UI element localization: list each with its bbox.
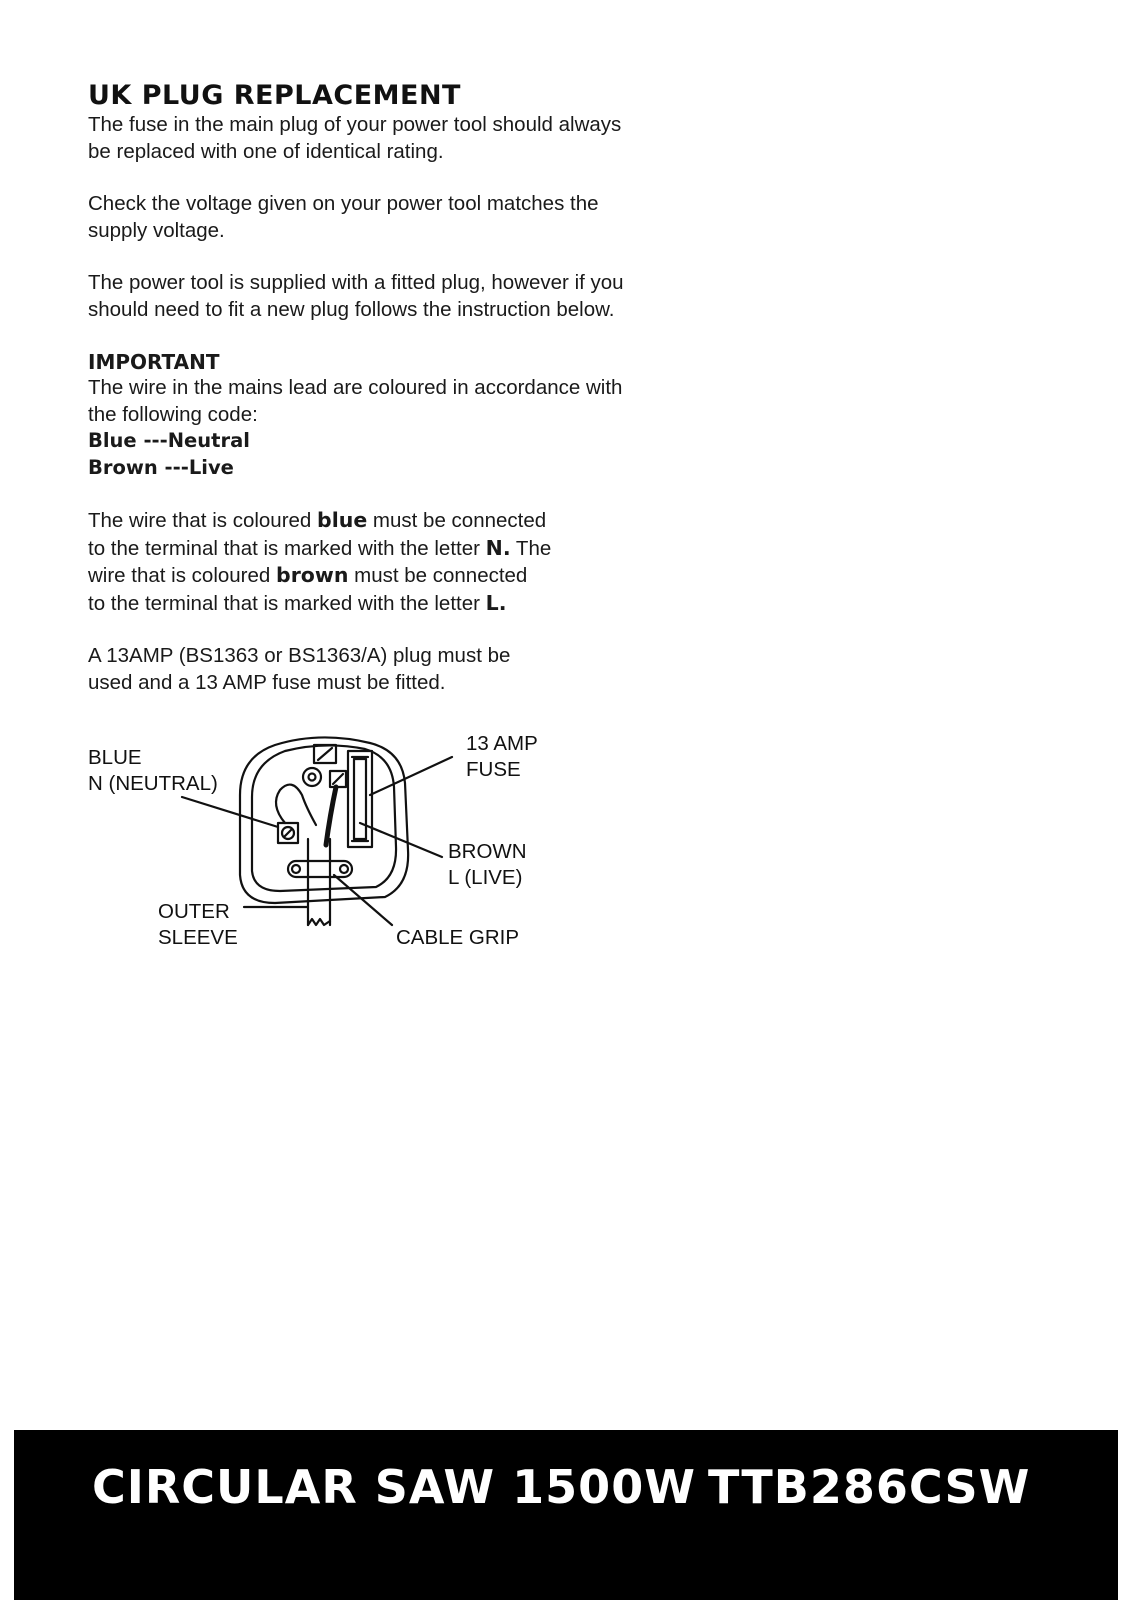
footer-banner — [14, 1430, 1118, 1600]
wiring-paragraph: The wire that is coloured blue must be connected to the terminal that is marked with the letter N. The wire that is coloured brown must be connected to the terminal that is marked with the letter L. — [88, 508, 552, 615]
label-brown-live: BROWN L (LIVE) — [448, 840, 527, 889]
label-outer-sleeve: OUTER SLEEVE — [158, 900, 238, 949]
plug-rating-paragraph: A 13AMP (BS1363 or BS1363/A) plug must be used and a 13 AMP fuse must be fitted. — [88, 644, 511, 694]
voltage-paragraph: Check the voltage given on your power tool matches the supply voltage. — [88, 192, 599, 242]
colour-code-paragraph: The wire in the mains lead are coloured in accordance with the following code: — [88, 376, 623, 426]
label-blue-neutral: BLUE N (NEUTRAL) — [88, 746, 218, 795]
code-brown-live: Brown ---Live — [88, 455, 234, 479]
model-number: TTB286CSW — [708, 1460, 1031, 1514]
plug-diagram — [80, 732, 580, 975]
instructions — [88, 80, 688, 696]
page-title: UK PLUG REPLACEMENT — [88, 80, 461, 111]
fitted-plug-paragraph: The power tool is supplied with a fitted plug, however if you should need to fit a new plug follows the instruction below. — [88, 271, 624, 321]
product-title: CIRCULAR SAW 1500W — [92, 1460, 696, 1514]
label-cable-grip: CABLE GRIP — [396, 926, 520, 949]
important-heading: IMPORTANT — [88, 350, 220, 374]
fuse-paragraph: The fuse in the main plug of your power tool should always be replaced with one of identical rating. — [88, 113, 622, 163]
label-fuse: 13 AMP FUSE — [466, 732, 538, 781]
code-blue-neutral: Blue ---Neutral — [88, 429, 250, 452]
